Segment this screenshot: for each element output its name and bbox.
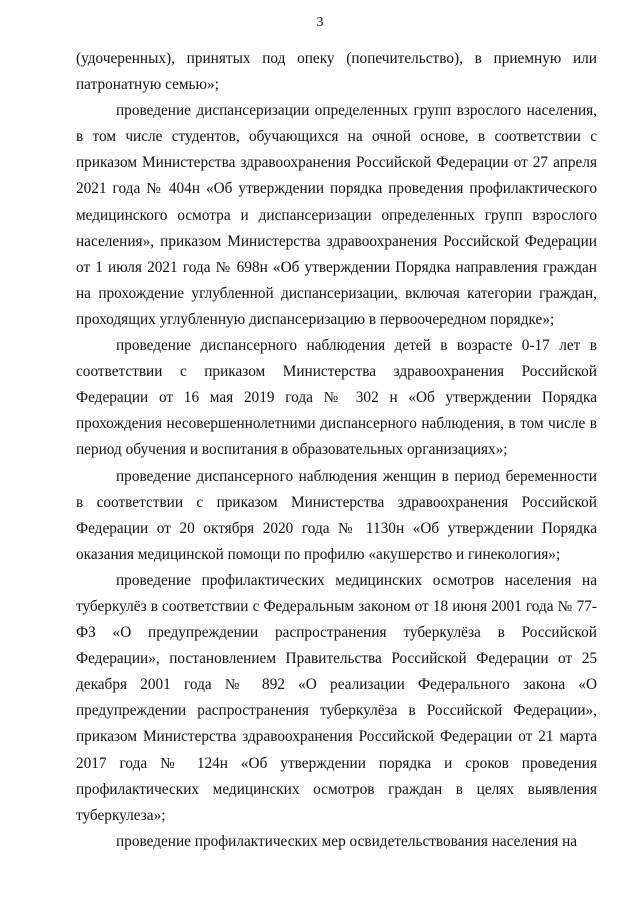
paragraph-examination-measures: проведение профилактических мер освидетельствования населения на xyxy=(116,832,578,850)
document-body xyxy=(76,46,597,855)
paragraph-tuberculosis-screening: проведение профилактических медицинских осмотров населения на туберкулёз в соответствии с Федеральным законом от 18 июня 2001 года № 77-ФЗ «О предупреждении распространения туберкулёза в Российской Федерации», постановлением Правительства Российской Федерации от 25 декабря 2001 года № 892 «О реализации Федерального закона «О предупреждении распространения туберкулёза в Российской Федерации», приказом Министерства здравоохранения Российской Федерации от 21 марта 2017 года № 124н «Об утверждении порядка и сроков проведения профилактических медицинских осмотров граждан в целях выявления туберкулеза»; xyxy=(76,571,597,824)
paragraph-children-observation: проведение диспансерного наблюдения детей в возрасте 0-17 лет в соответствии с приказом Министерства здравоохранения Российской Федерации от 16 мая 2019 года № 302 н «Об утверждении Порядка прохождения несовершеннолетними диспансерного наблюдения, в том числе в период обучения и воспитания в образовательных организациях»; xyxy=(76,337,597,459)
paragraph-continuation: (удочеренных), принятых под опеку (попечительство), в приемную или патронатную семью»; xyxy=(76,50,597,94)
paragraph-adult-dispensarization: проведение диспансеризации определенных групп взрослого населения, в том числе студентов, обучающихся на очной основе, в соответствии с приказом Министерства здравоохранения Российской Федерации от 27 апреля 2021 года № 404н «Об утверждении порядка проведения профилактического медицинского осмотра и диспансеризации определенных групп взрослого населения», приказом Министерства здравоохранения Российской Федерации от 1 июля 2021 года № 698н «Об утверждении Порядка направления граждан на прохождение углубленной диспансеризации, включая категории граждан, проходящих углубленную диспансеризацию в первоочередном порядке»; xyxy=(76,102,597,328)
paragraph-pregnancy-observation: проведение диспансерного наблюдения женщин в период беременности в соответствии с приказом Министерства здравоохранения Российской Федерации от 20 октября 2020 года № 1130н «Об утверждении Порядка оказания медицинской помощи по профилю «акушерство и гинекология»; xyxy=(76,467,597,563)
page-number: 3 xyxy=(316,15,324,30)
